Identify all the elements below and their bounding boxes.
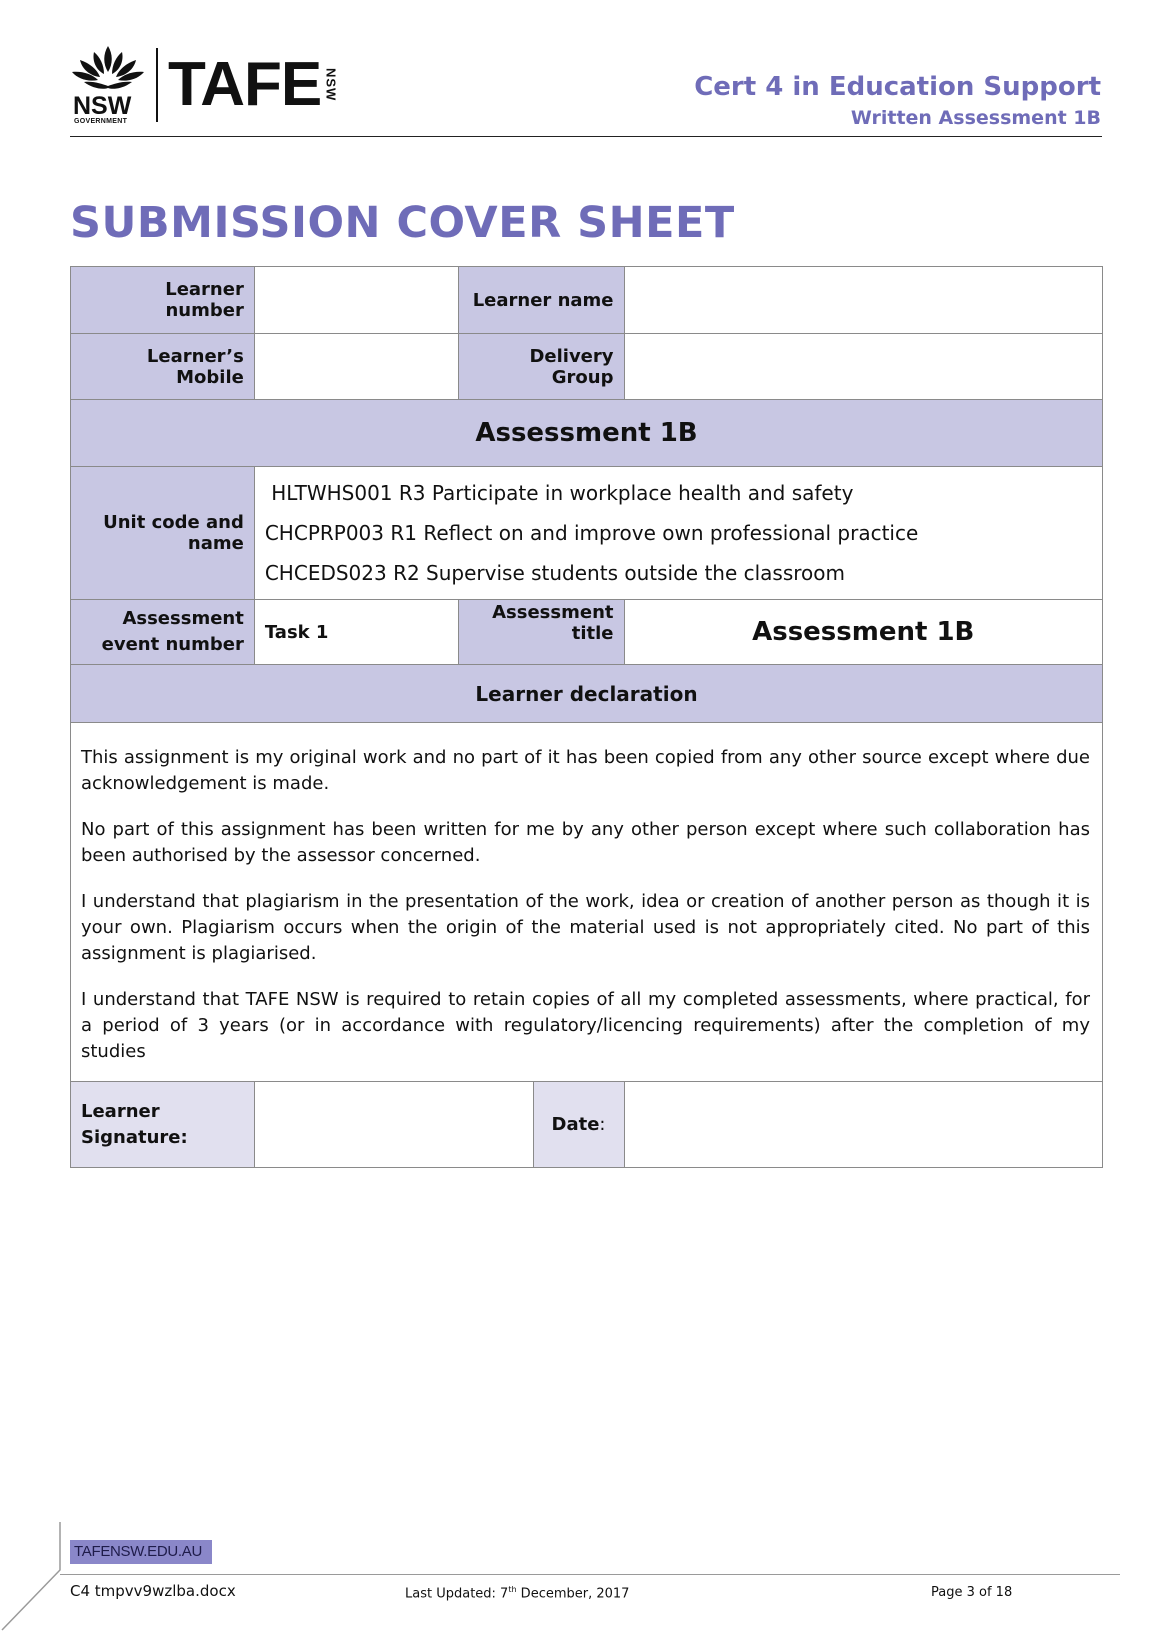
declaration-paragraph: I understand that TAFE NSW is required to retain copies of all my completed assessments, where practical, for a period of 3 years (or in accordance with regulatory/licencing requirements) after the completion of my studies	[81, 989, 1090, 1062]
assessment-event-number-label: Assessment event number	[71, 600, 255, 665]
page-fold-decoration	[0, 1520, 90, 1638]
assessment-heading: Assessment 1B	[71, 400, 1103, 467]
date-label-colon: :	[599, 1113, 606, 1135]
header-rule	[70, 136, 1102, 137]
assessment-subtitle: Written Assessment 1B	[850, 107, 1101, 129]
date-label-text: Date	[551, 1113, 600, 1135]
learner-number-label: Learner number	[71, 267, 255, 334]
unit-code-label: Unit code and name	[71, 467, 255, 600]
submission-cover-table	[70, 266, 1103, 1168]
nsw-wordmark: NSW	[73, 92, 132, 120]
footer-last-updated	[405, 1585, 629, 1601]
learner-name-field[interactable]	[624, 267, 1103, 334]
learner-number-field[interactable]	[254, 267, 458, 334]
unit-item: CHCEDS023 R2 Supervise students outside the classroom	[264, 561, 846, 585]
learner-mobile-field[interactable]	[254, 334, 458, 400]
logo-divider	[156, 48, 158, 122]
unit-item: HLTWHS001 R3 Participate in workplace health and safety	[264, 481, 854, 505]
signature-label-line: Signature:	[81, 1126, 188, 1148]
learner-mobile-label: Learner’s Mobile	[71, 334, 255, 400]
nsw-government-logo	[70, 44, 146, 126]
learner-declaration-heading: Learner declaration	[71, 665, 1103, 723]
learner-name-label: Learner name	[458, 267, 624, 334]
footer-filename: C4 tmpvv9wzlba.docx	[70, 1582, 236, 1600]
unit-list	[254, 467, 1102, 600]
assessment-event-number-value: Task 1	[254, 600, 458, 665]
signature-label-line: Learner	[81, 1100, 160, 1122]
unit-item: CHCPRP003 R1 Reflect on and improve own professional practice	[264, 521, 919, 545]
last-updated-date: December, 2017	[516, 1586, 630, 1602]
document-header	[694, 70, 1101, 132]
page-title: SUBMISSION COVER SHEET	[70, 198, 735, 248]
government-wordmark: GOVERNMENT	[74, 118, 128, 125]
tafe-website-badge: TAFENSW.EDU.AU	[70, 1540, 212, 1564]
footer-page-number: Page 3 of 18	[931, 1585, 1013, 1600]
last-updated-label: Last Updated: 7	[405, 1586, 509, 1602]
delivery-group-label: Delivery Group	[458, 334, 624, 400]
tafe-nsw-wordmark: NSW	[323, 68, 339, 102]
date-field[interactable]	[624, 1082, 1103, 1168]
learner-signature-field[interactable]	[254, 1082, 533, 1168]
assessment-title-label: Assessment title	[458, 600, 624, 665]
declaration-paragraph: This assignment is my original work and no part of it has been copied from any other source except where due acknowledgement is made.	[81, 747, 1090, 794]
date-label	[533, 1082, 624, 1168]
declaration-paragraph: I understand that plagiarism in the presentation of the work, idea or creation of another person as though it is your own. Plagiarism occurs when the origin of the material used is not appropriately cited. No part of this assignment is plagiarised.	[81, 891, 1090, 964]
delivery-group-field[interactable]	[624, 334, 1103, 400]
course-title: Cert 4 in Education Support	[694, 72, 1101, 102]
last-updated-ordinal: th	[508, 1585, 517, 1594]
waratah-icon	[70, 44, 146, 94]
tafe-wordmark: TAFE	[168, 50, 322, 119]
learner-declaration-text	[71, 723, 1103, 1082]
declaration-paragraph: No part of this assignment has been written for me by any other person except where such collaboration has been authorised by the assessor concerned.	[81, 819, 1090, 866]
footer-rule	[60, 1574, 1120, 1575]
tafe-nsw-logo	[70, 44, 338, 126]
assessment-title-value: Assessment 1B	[624, 600, 1103, 665]
learner-signature-label	[71, 1082, 255, 1168]
